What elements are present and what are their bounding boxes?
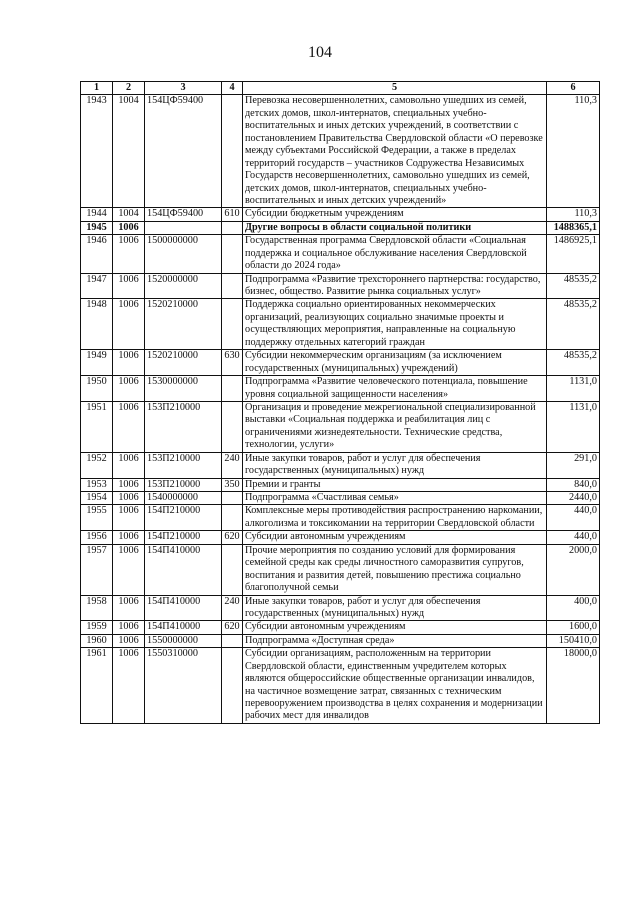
cell-name: Прочие мероприятия по созданию условий для формирования семейной среды как среды личностного саморазвития супругов, воспитания и развития детей, повышению престижа социально благополучной семьи xyxy=(243,544,547,595)
cell-amount: 840,0 xyxy=(547,478,600,491)
cell-amount: 48535,2 xyxy=(547,273,600,299)
cell-amount: 440,0 xyxy=(547,531,600,544)
cell-row-number: 1959 xyxy=(81,621,113,634)
cell-amount: 2000,0 xyxy=(547,544,600,595)
cell-name: Другие вопросы в области социальной политики xyxy=(243,221,547,234)
cell-expense-type: 240 xyxy=(222,595,243,621)
budget-table xyxy=(80,81,600,724)
cell-section-code: 1004 xyxy=(113,95,145,208)
cell-expense-type xyxy=(222,273,243,299)
col-header-number: 1 xyxy=(81,82,113,95)
cell-amount: 110,3 xyxy=(547,95,600,208)
cell-section-code: 1006 xyxy=(113,221,145,234)
cell-name: Организация и проведение межрегиональной специализированной выставки «Социальная поддержка и реабилитация лиц с ограничениями жизнедеятельности. Технические средства, технологии, услуги» xyxy=(243,401,547,452)
cell-amount: 1131,0 xyxy=(547,376,600,402)
cell-amount: 110,3 xyxy=(547,208,600,221)
table-row xyxy=(81,492,600,505)
cell-amount: 291,0 xyxy=(547,452,600,478)
cell-section-code: 1006 xyxy=(113,634,145,647)
cell-target-code: 153П210000 xyxy=(145,452,222,478)
cell-amount: 18000,0 xyxy=(547,648,600,724)
table-row xyxy=(81,376,600,402)
cell-target-code: 153П210000 xyxy=(145,401,222,452)
cell-row-number: 1945 xyxy=(81,221,113,234)
cell-row-number: 1958 xyxy=(81,595,113,621)
cell-name: Подпрограмма «Доступная среда» xyxy=(243,634,547,647)
cell-row-number: 1950 xyxy=(81,376,113,402)
cell-expense-type xyxy=(222,401,243,452)
cell-row-number: 1955 xyxy=(81,505,113,531)
cell-row-number: 1948 xyxy=(81,299,113,350)
cell-amount: 1488365,1 xyxy=(547,221,600,234)
cell-row-number: 1949 xyxy=(81,350,113,376)
cell-section-code: 1006 xyxy=(113,531,145,544)
table-row xyxy=(81,544,600,595)
cell-target-code: 1520210000 xyxy=(145,299,222,350)
cell-section-code: 1006 xyxy=(113,621,145,634)
cell-target-code: 1520000000 xyxy=(145,273,222,299)
cell-expense-type: 350 xyxy=(222,478,243,491)
cell-row-number: 1954 xyxy=(81,492,113,505)
cell-name: Субсидии автономным учреждениям xyxy=(243,621,547,634)
cell-amount: 48535,2 xyxy=(547,299,600,350)
cell-target-code xyxy=(145,221,222,234)
cell-name: Субсидии бюджетным учреждениям xyxy=(243,208,547,221)
cell-section-code: 1006 xyxy=(113,350,145,376)
cell-name: Субсидии организациям, расположенным на территории Свердловской области, единственным учредителем которых являются общероссийские общественные организации инвалидов, на частичное возмещение затрат, связанных с техническим перевооружением производства в целях сохранения и модернизации рабочих мест для инвалидов xyxy=(243,648,547,724)
cell-name: Иные закупки товаров, работ и услуг для обеспечения государственных (муниципальных) нужд xyxy=(243,452,547,478)
cell-expense-type xyxy=(222,634,243,647)
table-row xyxy=(81,531,600,544)
cell-target-code: 154П210000 xyxy=(145,505,222,531)
cell-row-number: 1957 xyxy=(81,544,113,595)
table-row xyxy=(81,634,600,647)
cell-section-code: 1006 xyxy=(113,299,145,350)
cell-amount: 1486925,1 xyxy=(547,235,600,273)
cell-name: Подпрограмма «Счастливая семья» xyxy=(243,492,547,505)
cell-section-code: 1006 xyxy=(113,648,145,724)
cell-row-number: 1946 xyxy=(81,235,113,273)
cell-row-number: 1952 xyxy=(81,452,113,478)
cell-name: Поддержка социально ориентированных некоммерческих организаций, реализующих социально значимые проекты и осуществляющих мероприятия, направленные на социальную поддержку отдельных категорий граждан xyxy=(243,299,547,350)
cell-expense-type xyxy=(222,648,243,724)
table-row xyxy=(81,505,600,531)
table-row xyxy=(81,595,600,621)
table-row xyxy=(81,273,600,299)
cell-section-code: 1006 xyxy=(113,376,145,402)
cell-section-code: 1006 xyxy=(113,505,145,531)
cell-name: Иные закупки товаров, работ и услуг для обеспечения государственных (муниципальных) нужд xyxy=(243,595,547,621)
cell-section-code: 1006 xyxy=(113,235,145,273)
cell-section-code: 1006 xyxy=(113,544,145,595)
col-header-section: 2 xyxy=(113,82,145,95)
cell-target-code: 154П410000 xyxy=(145,544,222,595)
cell-name: Перевозка несовершеннолетних, самовольно ушедших из семей, детских домов, школ-интернатов, специальных учебно-воспитательных и иных детских учреждений, в соответствии с постановлением Правительства Свердловской области «О перевозке между субъектами Российской Федерации, а также в пределах территорий государств – участников Содружества Независимых Государств несовершеннолетних, самовольно ушедших из семей, детских домов, школ-интернатов, специальных учебно-воспитательных и иных детских учреждений» xyxy=(243,95,547,208)
cell-expense-type xyxy=(222,492,243,505)
cell-name: Комплексные меры противодействия распространению наркомании, алкоголизма и токсикомании на территории Свердловской области xyxy=(243,505,547,531)
cell-name: Премии и гранты xyxy=(243,478,547,491)
cell-expense-type xyxy=(222,505,243,531)
table-row xyxy=(81,299,600,350)
cell-section-code: 1006 xyxy=(113,401,145,452)
cell-expense-type xyxy=(222,299,243,350)
cell-section-code: 1006 xyxy=(113,452,145,478)
cell-amount: 400,0 xyxy=(547,595,600,621)
cell-amount: 1600,0 xyxy=(547,621,600,634)
cell-name: Субсидии автономным учреждениям xyxy=(243,531,547,544)
cell-amount: 48535,2 xyxy=(547,350,600,376)
cell-target-code: 154П410000 xyxy=(145,595,222,621)
cell-expense-type: 610 xyxy=(222,208,243,221)
table-row xyxy=(81,478,600,491)
cell-row-number: 1956 xyxy=(81,531,113,544)
cell-target-code: 154П210000 xyxy=(145,531,222,544)
cell-name: Подпрограмма «Развитие трехстороннего партнерства: государство, бизнес, общество. Развитие рынка социальных услуг» xyxy=(243,273,547,299)
cell-expense-type xyxy=(222,544,243,595)
cell-section-code: 1006 xyxy=(113,595,145,621)
cell-amount: 150410,0 xyxy=(547,634,600,647)
table-body xyxy=(81,95,600,723)
table-row xyxy=(81,235,600,273)
cell-name: Субсидии некоммерческим организациям (за исключением государственных (муниципальных) учреждений) xyxy=(243,350,547,376)
cell-expense-type xyxy=(222,95,243,208)
cell-target-code: 1530000000 xyxy=(145,376,222,402)
cell-target-code: 1540000000 xyxy=(145,492,222,505)
cell-row-number: 1944 xyxy=(81,208,113,221)
table-row xyxy=(81,648,600,724)
cell-target-code: 1550000000 xyxy=(145,634,222,647)
cell-name: Подпрограмма «Развитие человеческого потенциала, повышение уровня социальной защищенности населения» xyxy=(243,376,547,402)
cell-name: Государственная программа Свердловской области «Социальная поддержка и социальное обслуживание населения Свердловской области до 2024 года» xyxy=(243,235,547,273)
cell-row-number: 1960 xyxy=(81,634,113,647)
cell-row-number: 1951 xyxy=(81,401,113,452)
col-header-expense-type: 4 xyxy=(222,82,243,95)
cell-section-code: 1004 xyxy=(113,208,145,221)
cell-row-number: 1947 xyxy=(81,273,113,299)
cell-expense-type xyxy=(222,235,243,273)
cell-target-code: 154ЦФ59400 xyxy=(145,208,222,221)
col-header-amount: 6 xyxy=(547,82,600,95)
table-row xyxy=(81,350,600,376)
cell-expense-type: 620 xyxy=(222,531,243,544)
table-row xyxy=(81,401,600,452)
cell-amount: 1131,0 xyxy=(547,401,600,452)
cell-section-code: 1006 xyxy=(113,273,145,299)
cell-expense-type: 620 xyxy=(222,621,243,634)
cell-row-number: 1961 xyxy=(81,648,113,724)
cell-target-code: 1550310000 xyxy=(145,648,222,724)
cell-expense-type: 630 xyxy=(222,350,243,376)
cell-expense-type xyxy=(222,376,243,402)
header-row xyxy=(81,82,600,95)
col-header-name: 5 xyxy=(243,82,547,95)
cell-section-code: 1006 xyxy=(113,492,145,505)
cell-amount: 440,0 xyxy=(547,505,600,531)
page-number: 104 xyxy=(308,44,332,61)
cell-target-code: 153П210000 xyxy=(145,478,222,491)
table-row xyxy=(81,221,600,234)
cell-expense-type xyxy=(222,221,243,234)
cell-target-code: 154П410000 xyxy=(145,621,222,634)
col-header-target: 3 xyxy=(145,82,222,95)
cell-target-code: 154ЦФ59400 xyxy=(145,95,222,208)
cell-target-code: 1520210000 xyxy=(145,350,222,376)
cell-amount: 2440,0 xyxy=(547,492,600,505)
table-row xyxy=(81,208,600,221)
cell-expense-type: 240 xyxy=(222,452,243,478)
table-row xyxy=(81,95,600,208)
cell-target-code: 1500000000 xyxy=(145,235,222,273)
cell-section-code: 1006 xyxy=(113,478,145,491)
cell-row-number: 1943 xyxy=(81,95,113,208)
table-row xyxy=(81,621,600,634)
table-row xyxy=(81,452,600,478)
cell-row-number: 1953 xyxy=(81,478,113,491)
